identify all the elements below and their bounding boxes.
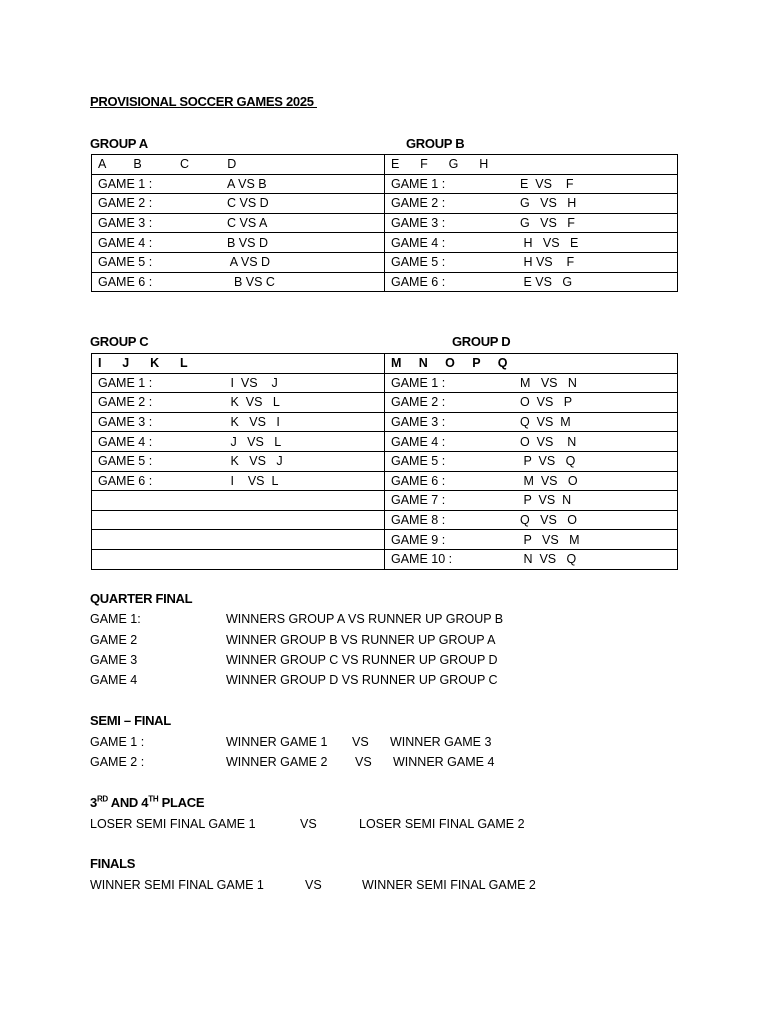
quarter-final-heading: QUARTER FINAL [90, 591, 193, 606]
game-match: P VS N [520, 493, 572, 508]
game-match: Q VS O [520, 513, 577, 528]
group-c-game-1 [92, 373, 385, 393]
game-label: GAME 10 : [391, 552, 453, 567]
game-label: GAME 5 : [391, 255, 446, 270]
qf-game-2-match: WINNER GROUP B VS RUNNER UP GROUP A [226, 633, 496, 647]
game-label: GAME 4 : [98, 434, 153, 449]
table-row [92, 194, 678, 214]
table-row [92, 491, 678, 511]
group-d-game-5 [385, 451, 678, 471]
document-title: PROVISIONAL SOCCER GAMES 2025 [90, 94, 317, 109]
game-match: H VS F [520, 255, 575, 270]
group-c-heading: GROUP C [90, 334, 149, 349]
heading-text: PLACE [158, 795, 205, 810]
group-a-game-4 [92, 233, 385, 253]
table-row [92, 530, 678, 550]
group-b-game-2 [385, 194, 678, 214]
sf-game-1-away: WINNER GAME 3 [390, 735, 492, 749]
group-d-game-8 [385, 510, 678, 530]
sf-game-2-label: GAME 2 : [90, 755, 145, 769]
game-match: K VS L [227, 395, 280, 410]
group-a-game-5 [92, 252, 385, 272]
group-d-game-2 [385, 393, 678, 413]
group-d-game-6 [385, 471, 678, 491]
sf-game-2-vs: VS [355, 755, 372, 769]
qf-game-4-match: WINNER GROUP D VS RUNNER UP GROUP C [226, 673, 498, 687]
group-a-b-table [91, 154, 678, 292]
table-row [92, 272, 678, 292]
game-label: GAME 3 : [391, 415, 446, 430]
group-a-game-6 [92, 272, 385, 292]
game-match: G VS H [520, 196, 577, 211]
game-match: M VS N [520, 375, 577, 390]
qf-game-2-label: GAME 2 [90, 633, 138, 647]
game-match: I VS J [227, 375, 278, 390]
group-a-game-3 [92, 213, 385, 233]
group-c-game-5 [92, 451, 385, 471]
empty-cell [92, 510, 385, 530]
game-label: GAME 8 : [391, 513, 446, 528]
group-d-game-1 [385, 373, 678, 393]
game-match: B VS C [227, 274, 275, 289]
group-d-game-4 [385, 432, 678, 452]
game-label: GAME 2 : [98, 395, 153, 410]
game-label: GAME 6 : [98, 473, 153, 488]
game-label: GAME 2 : [391, 196, 446, 211]
group-d-game-9 [385, 530, 678, 550]
table-row [92, 174, 678, 194]
table-row [92, 510, 678, 530]
group-b-game-6 [385, 272, 678, 292]
game-match: I VS L [227, 473, 279, 488]
game-label: GAME 2 : [98, 196, 153, 211]
game-match: P VS M [520, 532, 580, 547]
third-place-vs: VS [300, 817, 317, 831]
game-match: B VS D [227, 235, 268, 250]
game-match: P VS Q [520, 454, 576, 469]
empty-cell [92, 491, 385, 511]
third-place-away: LOSER SEMI FINAL GAME 2 [359, 817, 525, 831]
group-d-game-10 [385, 549, 678, 569]
semi-final-heading: SEMI – FINAL [90, 713, 171, 728]
game-label: GAME 4 : [391, 434, 446, 449]
game-label: GAME 3 : [98, 415, 153, 430]
table-row [92, 471, 678, 491]
game-label: GAME 9 : [391, 532, 446, 547]
qf-game-4-label: GAME 4 [90, 673, 138, 687]
group-d-game-3 [385, 412, 678, 432]
game-match: E VS F [520, 176, 574, 191]
table-row [92, 432, 678, 452]
group-d-teams: M N O P Q [385, 354, 678, 374]
game-label: GAME 3 : [98, 216, 153, 231]
group-b-game-1 [385, 174, 678, 194]
table-row [92, 451, 678, 471]
game-match: G VS F [520, 216, 575, 231]
game-label: GAME 1 : [391, 176, 446, 191]
sf-game-1-home: WINNER GAME 1 [226, 735, 328, 749]
sf-game-2-away: WINNER GAME 4 [393, 755, 495, 769]
game-label: GAME 5 : [98, 255, 153, 270]
game-match: A VS B [227, 176, 267, 191]
empty-cell [92, 549, 385, 569]
game-label: GAME 2 : [391, 395, 446, 410]
finals-away: WINNER SEMI FINAL GAME 2 [362, 878, 536, 892]
sf-game-2-home: WINNER GAME 2 [226, 755, 328, 769]
table-row [92, 233, 678, 253]
heading-superscript: TH [148, 794, 159, 804]
sf-game-1-vs: VS [352, 735, 369, 749]
qf-game-1-label: GAME 1: [90, 612, 141, 626]
game-label: GAME 6 : [391, 274, 446, 289]
table-row [92, 213, 678, 233]
group-b-game-4 [385, 233, 678, 253]
heading-text: 3 [90, 795, 97, 810]
group-a-game-1 [92, 174, 385, 194]
game-match: O VS P [520, 395, 573, 410]
game-label: GAME 5 : [98, 454, 153, 469]
heading-superscript: RD [96, 794, 108, 804]
heading-text: AND 4 [107, 795, 149, 810]
game-match: N VS Q [520, 552, 577, 567]
group-d-heading: GROUP D [452, 334, 511, 349]
game-match: H VS E [520, 235, 579, 250]
finals-heading: FINALS [90, 856, 136, 871]
group-c-game-2 [92, 393, 385, 413]
finals-vs: VS [305, 878, 322, 892]
group-d-game-7 [385, 491, 678, 511]
table-row [92, 373, 678, 393]
game-match: K VS I [227, 415, 280, 430]
group-b-teams: E F G H [385, 155, 678, 175]
game-match: C VS A [227, 216, 268, 231]
qf-game-3-label: GAME 3 [90, 653, 138, 667]
finals-home: WINNER SEMI FINAL GAME 1 [90, 878, 264, 892]
game-label: GAME 5 : [391, 454, 446, 469]
group-b-game-3 [385, 213, 678, 233]
group-a-heading: GROUP A [90, 136, 148, 151]
group-c-d-table [91, 353, 678, 570]
qf-game-1-match: WINNERS GROUP A VS RUNNER UP GROUP B [226, 612, 504, 626]
game-match: M VS O [520, 473, 578, 488]
table-row [92, 549, 678, 569]
table-row [92, 252, 678, 272]
game-label: GAME 4 : [391, 235, 446, 250]
qf-game-3-match: WINNER GROUP C VS RUNNER UP GROUP D [226, 653, 498, 667]
third-place-heading [90, 795, 204, 810]
group-a-teams: A B C D [92, 155, 385, 175]
group-c-game-4 [92, 432, 385, 452]
game-label: GAME 1 : [98, 375, 153, 390]
game-match: J VS L [227, 434, 282, 449]
group-b-heading: GROUP B [406, 136, 465, 151]
game-label: GAME 1 : [391, 375, 446, 390]
game-label: GAME 1 : [98, 176, 153, 191]
game-label: GAME 3 : [391, 216, 446, 231]
third-place-home: LOSER SEMI FINAL GAME 1 [90, 817, 256, 831]
group-a-game-2 [92, 194, 385, 214]
table-row [92, 155, 678, 175]
group-b-game-5 [385, 252, 678, 272]
table-row [92, 412, 678, 432]
table-row [92, 393, 678, 413]
game-label: GAME 4 : [98, 235, 153, 250]
game-match: C VS D [227, 196, 269, 211]
group-c-game-6 [92, 471, 385, 491]
group-c-teams: I J K L [92, 354, 385, 374]
game-label: GAME 7 : [391, 493, 446, 508]
sf-game-1-label: GAME 1 : [90, 735, 145, 749]
empty-cell [92, 530, 385, 550]
game-match: A VS D [227, 255, 271, 270]
game-match: Q VS M [520, 415, 571, 430]
game-label: GAME 6 : [391, 473, 446, 488]
game-match: O VS N [520, 434, 577, 449]
group-c-game-3 [92, 412, 385, 432]
table-row [92, 354, 678, 374]
game-match: E VS G [520, 274, 573, 289]
game-label: GAME 6 : [98, 274, 153, 289]
game-match: K VS J [227, 454, 283, 469]
